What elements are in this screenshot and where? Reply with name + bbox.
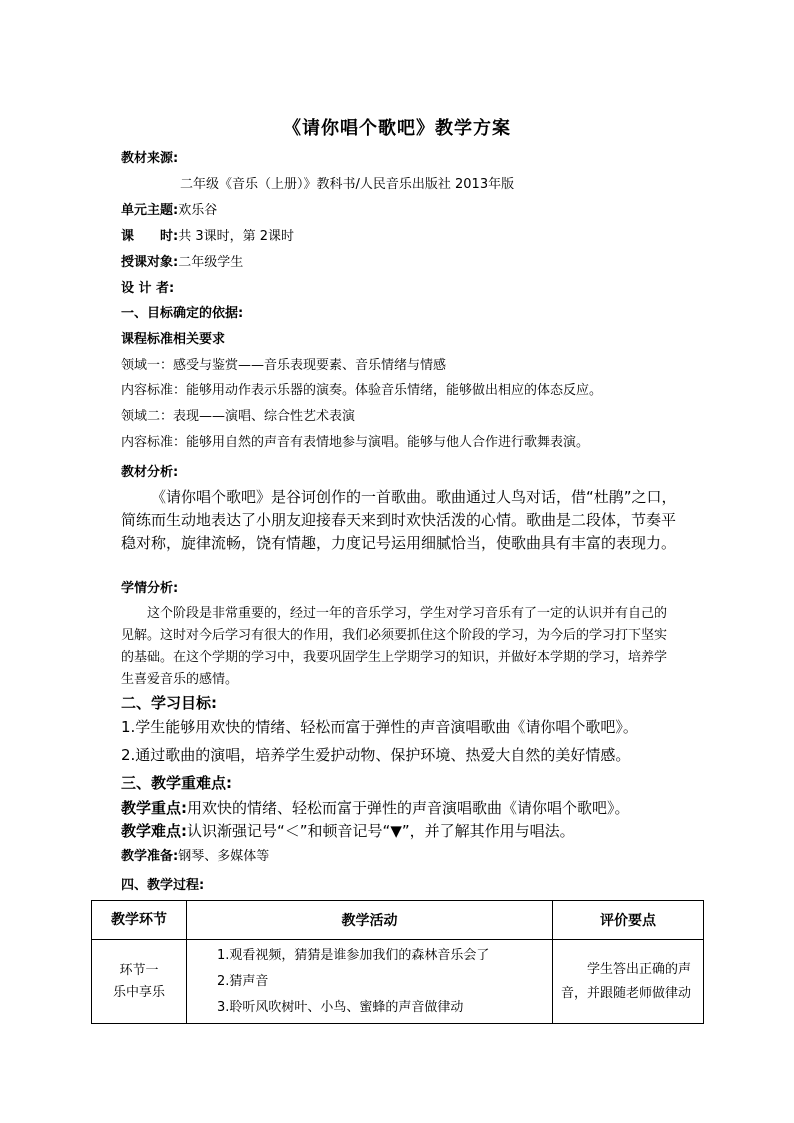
audience-row (121, 254, 243, 272)
activities-cell (187, 940, 553, 1024)
difficulty-value: 认识渐强记号“＜”和顿音记号“▼”，并了解其作用与唱法。 (187, 822, 575, 840)
activity-item: 3.聆听风吹树叶、小鸟、蜜蜂的声音做律动 (217, 999, 464, 1015)
learner-paragraph: 这个阶段是非常重要的，经过一年的音乐学习，学生对学习音乐有了一定的认识并有自己的见解。这时对今后学习有很大的作用，我们必须要抓住这个阶段的学习，为今后的学习打下坚实的基础。在这个学期的学习中，我要巩固学生上学期学习的知识，并做好本学期的学习，培养学生喜爱音乐的感情。 (121, 606, 668, 687)
evaluation-cell (553, 940, 704, 1024)
analysis-heading: 教材分析: (121, 465, 179, 480)
learner-heading: 学情分析: (121, 581, 179, 596)
stage-line: 乐中享乐 (112, 984, 165, 1000)
material-source-value: 二年级《音乐（上册）》教科书/人民音乐出版社 2013年版 (180, 177, 515, 192)
evaluation-text: 学生答出正确的声音，并跟随老师做律动 (561, 961, 692, 1001)
stage-line: 环节一 (119, 962, 159, 978)
activity-item: 2.猜声音 (217, 973, 269, 989)
standards-heading: 课程标准相关要求 (121, 332, 226, 347)
lessons-label: 课 时: (121, 229, 179, 244)
unit-theme-row (121, 202, 217, 220)
section-2-heading: 二、学习目标: (121, 694, 217, 712)
unit-theme-value: 欢乐谷 (178, 203, 218, 218)
section-4-heading: 四、教学过程: (121, 878, 205, 893)
preparation-label: 教学准备: (121, 849, 179, 864)
difficulty-label: 教学难点: (121, 822, 187, 840)
key-point-value: 用欢快的情绪、轻松而富于弹性的声音演唱歌曲《请你唱个歌吧》。 (187, 799, 630, 817)
difficulty-row (121, 820, 575, 842)
section-1-heading: 一、目标确定的依据: (121, 306, 244, 321)
goal-item: 1.学生能够用欢快的情绪、轻松而富于弹性的声音演唱歌曲《请你唱个歌吧》。 (121, 718, 638, 736)
preparation-row (121, 848, 269, 866)
lessons-row (121, 228, 294, 246)
stage-cell (92, 940, 187, 1024)
designer-label: 设 计 者: (121, 281, 175, 296)
activity-item: 1.观看视频，猜猜是谁参加我们的森林音乐会了 (217, 947, 490, 963)
key-point-label: 教学重点: (121, 799, 187, 817)
analysis-paragraph: 《请你唱个歌吧》是谷诃创作的一首歌曲。歌曲通过人鸟对话，借“杜鹃”之口，简练而生动地表达了小朋友迎接春天来到时欢快活泼的心情。歌曲是二段体，节奏平稳对称，旋律流畅，饶有情趣，力度记号运用细腻恰当，使歌曲具有丰富的表现力。 (121, 488, 677, 552)
table-row (92, 940, 704, 1024)
column-header: 教学环节 (92, 901, 187, 940)
process-table (91, 900, 704, 1024)
preparation-value: 钢琴、多媒体等 (178, 849, 270, 864)
column-header: 教学活动 (187, 901, 553, 940)
unit-theme-label: 单元主题: (121, 203, 179, 218)
standard-item: 领域二：表现——演唱、综合性艺术表演 (121, 409, 356, 424)
audience-value: 二年级学生 (178, 255, 244, 270)
lessons-value: 共 3课时，第 2课时 (178, 229, 295, 244)
section-3-heading: 三、教学重难点: (121, 774, 232, 792)
standard-item: 内容标准：能够用自然的声音有表情地参与演唱。能够与他人合作进行歌舞表演。 (121, 435, 590, 450)
standard-item: 内容标准：能够用动作表示乐器的演奏。体验音乐情绪，能够做出相应的体态反应。 (121, 383, 603, 398)
page-title: 《请你唱个歌吧》教学方案 (283, 118, 511, 139)
table-header-row (92, 901, 704, 940)
column-header: 评价要点 (553, 901, 704, 940)
goal-item: 2.通过歌曲的演唱，培养学生爱护动物、保护环境、热爱大自然的美好情感。 (121, 746, 631, 764)
key-point-row (121, 797, 630, 819)
material-source-label: 教材来源: (121, 151, 179, 166)
audience-label: 授课对象: (121, 255, 179, 270)
standard-item: 领域一：感受与鉴赏——音乐表现要素、音乐情绪与情感 (121, 358, 447, 373)
